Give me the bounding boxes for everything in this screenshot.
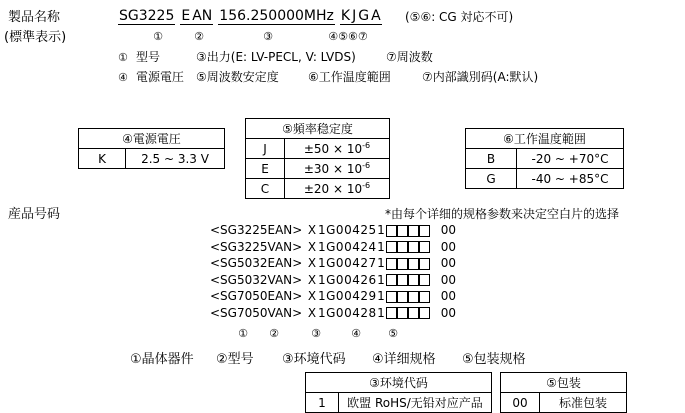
product-code-digit: 1 xyxy=(377,305,385,320)
blank-box xyxy=(419,225,430,237)
part-number-internal-id: A xyxy=(371,8,381,24)
stability-value-exp: -6 xyxy=(362,141,371,150)
part-number-base: SG3225 xyxy=(119,8,175,24)
stability-value xyxy=(285,159,390,179)
temperature-table-title: ⑥工作温度範囲 xyxy=(466,129,624,149)
legend-mark-4: ④ xyxy=(118,71,128,84)
temperature-code: G xyxy=(466,169,517,189)
legend-model-code: ②型号 xyxy=(216,352,254,367)
product-code-blanks xyxy=(386,305,430,322)
product-code-suffix: 00 xyxy=(440,223,456,237)
product-code-number: 1G00429 xyxy=(318,289,377,303)
marker-4567: ④⑤⑥⑦ xyxy=(328,30,368,43)
product-code-suffix: 00 xyxy=(440,305,456,320)
part-number-voltage: K xyxy=(340,8,351,24)
list-item xyxy=(210,305,456,322)
blank-box xyxy=(397,258,408,270)
product-code-name: <SG7050VAN> xyxy=(210,305,303,320)
product-code-blanks xyxy=(386,255,430,272)
legend-line-1 xyxy=(118,48,433,65)
temperature-table xyxy=(465,128,624,189)
stability-code: E xyxy=(246,159,285,179)
legend-frequency: ⑦周波数 xyxy=(386,50,433,64)
blank-box xyxy=(408,307,419,319)
blank-box xyxy=(419,291,430,303)
voltage-table xyxy=(78,128,225,169)
blank-box xyxy=(408,274,419,286)
product-code-legend xyxy=(130,348,526,367)
part-number-an: AN xyxy=(192,8,213,24)
product-code-number: 1G00425 xyxy=(318,223,377,237)
product-code-blanks xyxy=(386,222,430,239)
blank-box xyxy=(419,274,430,286)
code-marker-3: ③ xyxy=(311,327,321,340)
stability-value xyxy=(285,139,390,159)
code-marker-2: ② xyxy=(269,327,279,340)
stability-code: C xyxy=(246,179,285,199)
stability-value-exp: -6 xyxy=(362,181,371,190)
product-code-x: X xyxy=(307,256,317,270)
part-number-temprange: G xyxy=(358,8,370,24)
product-code-x: X xyxy=(307,289,317,303)
legend-line-2 xyxy=(118,68,538,85)
package-table xyxy=(500,372,627,413)
blank-box xyxy=(419,241,430,253)
env-code-value: 1 xyxy=(306,393,339,413)
product-code-x: X xyxy=(307,272,317,287)
product-code-blanks xyxy=(386,239,430,256)
blank-box xyxy=(386,307,397,319)
env-code-description: 欧盟 RoHS/无铅对应产品 xyxy=(339,393,492,413)
voltage-value: 2.5 ~ 3.3 V xyxy=(126,149,225,169)
package-table-title: ⑤包装 xyxy=(501,373,627,393)
list-item xyxy=(210,239,456,256)
package-code: 00 xyxy=(501,393,540,413)
blank-box xyxy=(386,258,397,270)
page-subtitle: (標準表示) xyxy=(4,30,67,45)
legend-output: ③出力(E: LV-PECL, V: LVDS) xyxy=(196,50,356,64)
product-code-number: 1G00428 xyxy=(318,305,377,320)
product-code-digit: 1 xyxy=(377,256,385,270)
blank-box xyxy=(408,258,419,270)
legend-package-spec: ⑤包装规格 xyxy=(462,352,526,367)
voltage-code: K xyxy=(79,149,126,169)
stability-value-text: ±30 × 10 xyxy=(303,162,363,176)
blank-box xyxy=(397,307,408,319)
stability-table xyxy=(245,118,390,199)
voltage-table-title: ④電源電圧 xyxy=(79,129,225,149)
legend-temperature: ⑥工作温度範囲 xyxy=(308,70,391,84)
product-code-marker-row xyxy=(232,327,412,340)
blank-box xyxy=(386,225,397,237)
temperature-value: -20 ~ +70°C xyxy=(517,149,624,169)
part-number-output: E xyxy=(181,8,191,24)
legend-crystal-device: ①晶体器件 xyxy=(130,352,194,367)
blank-box xyxy=(408,225,419,237)
product-code-name: <SG3225VAN> xyxy=(210,239,303,254)
list-item xyxy=(210,288,456,305)
blank-box xyxy=(408,291,419,303)
product-code-digit: 1 xyxy=(377,289,385,303)
blank-box xyxy=(386,291,397,303)
product-code-x: X xyxy=(307,223,317,237)
product-code-number: 1G00427 xyxy=(318,256,377,270)
product-code-name: <SG7050EAN> xyxy=(210,289,303,303)
part-number-stability: J xyxy=(352,8,357,24)
product-code-blanks xyxy=(386,288,430,305)
marker-3: ③ xyxy=(263,30,273,43)
stability-value xyxy=(285,179,390,199)
product-code-digit: 1 xyxy=(377,223,385,237)
temperature-code: B xyxy=(466,149,517,169)
blank-box xyxy=(408,241,419,253)
part-number-frequency: 156.250000MHz xyxy=(219,8,334,24)
product-code-suffix: 00 xyxy=(440,256,456,270)
env-code-table-title: ③环境代码 xyxy=(306,373,492,393)
temperature-value: -40 ~ +85°C xyxy=(517,169,624,189)
legend-stability: ⑤周波数安定度 xyxy=(196,70,279,84)
product-code-digit: 1 xyxy=(377,239,385,254)
product-code-suffix: 00 xyxy=(440,272,456,287)
code-marker-4: ④ xyxy=(351,327,361,340)
product-code-suffix: 00 xyxy=(440,289,456,303)
code-marker-1: ① xyxy=(238,327,248,340)
product-code-note: *由每个详细的规格参数来决定空白片的选择 xyxy=(385,207,620,221)
product-code-number: 1G00426 xyxy=(318,272,377,287)
part-number-string xyxy=(118,8,382,24)
note-cg-unsupported: (⑤⑥: CG 対応不可) xyxy=(405,10,514,24)
legend-mark-1: ① xyxy=(118,51,128,64)
blank-box xyxy=(397,274,408,286)
product-code-suffix: 00 xyxy=(440,239,456,254)
stability-code: J xyxy=(246,139,285,159)
product-code-x: X xyxy=(307,305,317,320)
stability-value-text: ±20 × 10 xyxy=(303,182,363,196)
blank-box xyxy=(397,241,408,253)
part-number-marker-row xyxy=(136,30,378,43)
product-code-name: <SG3225EAN> xyxy=(210,223,303,237)
marker-2: ② xyxy=(194,30,204,43)
blank-box xyxy=(419,258,430,270)
page-title: 製品名称 xyxy=(8,10,61,25)
blank-box xyxy=(397,225,408,237)
legend-detail-spec: ④详细规格 xyxy=(372,352,436,367)
blank-box xyxy=(386,241,397,253)
product-code-digit: 1 xyxy=(377,272,385,287)
legend-model: 型号 xyxy=(136,50,161,64)
blank-box xyxy=(386,274,397,286)
blank-box xyxy=(419,307,430,319)
legend-env-code: ③环境代码 xyxy=(282,352,346,367)
legend-internal-id: ⑦内部識別码(A:默认) xyxy=(422,70,539,84)
blank-box xyxy=(397,291,408,303)
list-item xyxy=(210,272,456,289)
legend-voltage: 電源電圧 xyxy=(136,70,185,84)
stability-value-text: ±50 × 10 xyxy=(303,142,363,156)
stability-table-title: ⑤頻率稳定度 xyxy=(246,119,390,139)
product-code-name: <SG5032VAN> xyxy=(210,272,303,287)
product-code-name: <SG5032EAN> xyxy=(210,256,303,270)
marker-1: ① xyxy=(153,30,163,43)
code-marker-5: ⑤ xyxy=(388,327,398,340)
package-description: 标准包装 xyxy=(540,393,627,413)
product-code-list xyxy=(210,222,456,321)
product-code-number: 1G00424 xyxy=(318,239,377,254)
product-code-blanks xyxy=(386,272,430,289)
env-code-table xyxy=(305,372,492,413)
product-code-label: 産品号码 xyxy=(8,207,61,222)
stability-value-exp: -6 xyxy=(362,161,371,170)
list-item xyxy=(210,222,456,239)
product-code-x: X xyxy=(307,239,317,254)
list-item xyxy=(210,255,456,272)
